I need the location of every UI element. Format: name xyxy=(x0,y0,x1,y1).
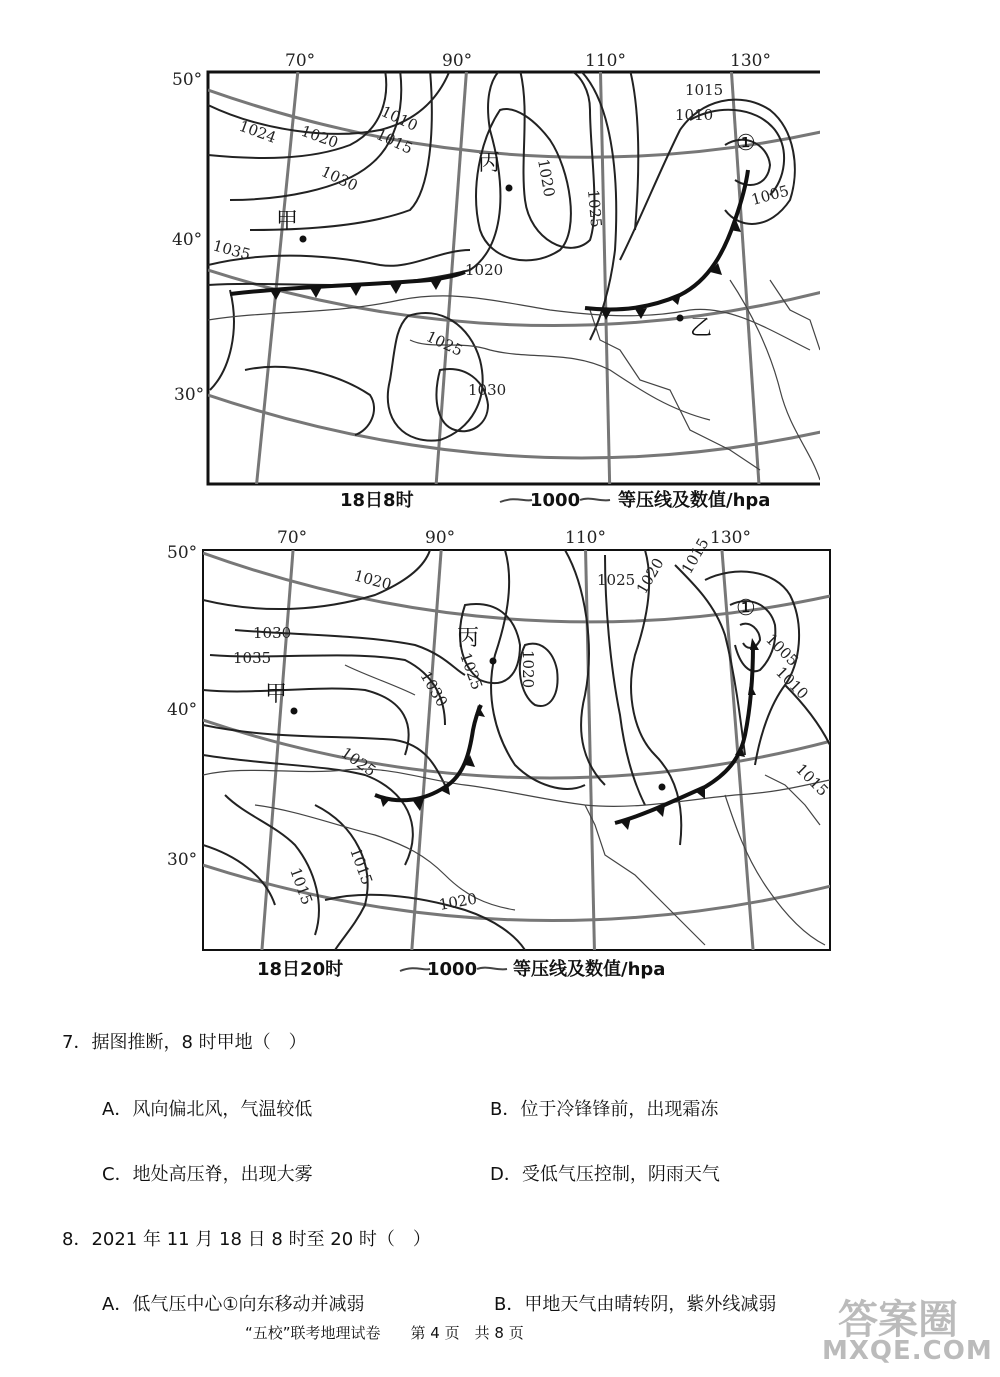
place-yi: 乙 xyxy=(690,316,713,341)
lon-label-130: 130° xyxy=(710,528,751,548)
low-center-marker: ① xyxy=(736,131,756,156)
place-bing: 丙 xyxy=(478,151,501,176)
isobar-label: 1030 xyxy=(468,381,507,399)
isobar-label: 1015 xyxy=(677,534,713,577)
watermark-logo: 答案圈 xyxy=(838,1297,958,1343)
legend-value: 1000 xyxy=(427,959,478,980)
lon-label-110: 110° xyxy=(565,528,606,548)
question-8-stem: 8．2021 年 11 月 18 日 8 时至 20 时（ ） xyxy=(62,1229,431,1250)
question-7-option-d[interactable]: D．受低气压控制，阴雨天气 xyxy=(490,1164,720,1185)
place-jia: 甲 xyxy=(265,682,288,707)
isobar-label: 1020 xyxy=(534,157,559,199)
question-7-option-c[interactable]: C．地处高压脊，出现大雾 xyxy=(102,1164,313,1185)
lat-label-40: 40° xyxy=(172,230,203,250)
place-bing-dot xyxy=(506,185,513,192)
isobar-label: 1010 xyxy=(675,106,714,124)
lon-label-110: 110° xyxy=(585,51,626,71)
isobar-label: 1015 xyxy=(792,760,832,800)
place-jia: 甲 xyxy=(276,209,299,234)
isobar-label: 1030 xyxy=(318,162,361,195)
isobar-label: 1030 xyxy=(416,668,452,711)
lon-label-70: 70° xyxy=(285,51,316,71)
lat-label-50: 50° xyxy=(167,543,198,563)
question-8-option-b[interactable]: B．甲地天气由晴转阴，紫外线减弱 xyxy=(494,1294,777,1315)
question-7-option-a[interactable]: A．风向偏北风，气温较低 xyxy=(102,1099,313,1120)
isobar-label: 1020 xyxy=(298,121,341,152)
map-8pm-canvas xyxy=(165,525,835,990)
isobar-label: 1035 xyxy=(233,649,272,667)
isobar-label: 1020 xyxy=(351,566,394,594)
isobar-label: 1010 xyxy=(378,102,421,135)
isobar-label: 1015 xyxy=(373,125,416,158)
lon-label-70: 70° xyxy=(277,528,308,548)
watermark-url: MXQE.COM xyxy=(822,1336,993,1366)
page-footer: “五校”联考地理试卷 第 4 页 共 8 页 xyxy=(245,1324,524,1342)
place-bing-dot xyxy=(490,658,497,665)
lat-label-30: 30° xyxy=(167,850,198,870)
isobar-label: 1005 xyxy=(749,181,791,209)
isobar-label: 1030 xyxy=(253,624,292,642)
isobar-label: 1015 xyxy=(346,845,377,888)
map-caption: 18日8时 xyxy=(340,490,414,511)
place-dot xyxy=(659,784,666,791)
lon-label-90: 90° xyxy=(442,51,473,71)
weather-map-8pm xyxy=(165,525,835,990)
map-8am-canvas xyxy=(170,50,820,525)
isobar-label: 1015 xyxy=(685,81,724,99)
isobar-label: 1025 xyxy=(337,743,380,781)
isobar-label: 1020 xyxy=(519,650,537,689)
isobar-label: 1025 xyxy=(584,188,606,229)
isobar-label: 1015 xyxy=(286,865,317,908)
question-7-option-b[interactable]: B．位于冷锋锋前，出现霜冻 xyxy=(490,1099,719,1120)
place-jia-dot xyxy=(300,236,307,243)
lon-label-130: 130° xyxy=(730,51,771,71)
isobar-label: 1025 xyxy=(456,650,487,693)
question-8-option-a[interactable]: A．低气压中心①向东移动并减弱 xyxy=(102,1294,365,1315)
isobar-label: 1010 xyxy=(772,663,812,703)
isobar-label: 1005 xyxy=(762,630,802,670)
isobar-label: 1024 xyxy=(236,116,279,147)
place-jia-dot xyxy=(291,708,298,715)
isobar-label: 1020 xyxy=(437,889,479,914)
legend-isobar-sample xyxy=(580,499,610,501)
legend-isobar-sample xyxy=(477,968,507,970)
isobar-label: 1020 xyxy=(632,554,668,597)
map-caption: 18日20时 xyxy=(257,959,344,980)
isobar-label: 1035 xyxy=(210,236,253,264)
legend-label: 等压线及数值/hpa xyxy=(513,959,666,980)
lat-label-30: 30° xyxy=(174,385,205,405)
place-yi-dot xyxy=(677,315,684,322)
isobar-label: 1025 xyxy=(597,571,636,589)
lon-label-90: 90° xyxy=(425,528,456,548)
lat-label-50: 50° xyxy=(172,70,203,90)
lat-label-40: 40° xyxy=(167,700,198,720)
legend-isobar-sample xyxy=(500,499,532,502)
weather-map-8am xyxy=(170,50,820,525)
place-bing: 丙 xyxy=(457,626,480,651)
question-7-stem: 7．据图推断，8 时甲地（ ） xyxy=(62,1032,307,1053)
low-center-marker: ① xyxy=(736,596,756,621)
legend-value: 1000 xyxy=(530,490,581,511)
isobar-label: 1025 xyxy=(423,327,466,360)
legend-label: 等压线及数值/hpa xyxy=(618,490,771,511)
legend-isobar-sample xyxy=(400,968,430,971)
isobar-label: 1020 xyxy=(465,261,504,279)
